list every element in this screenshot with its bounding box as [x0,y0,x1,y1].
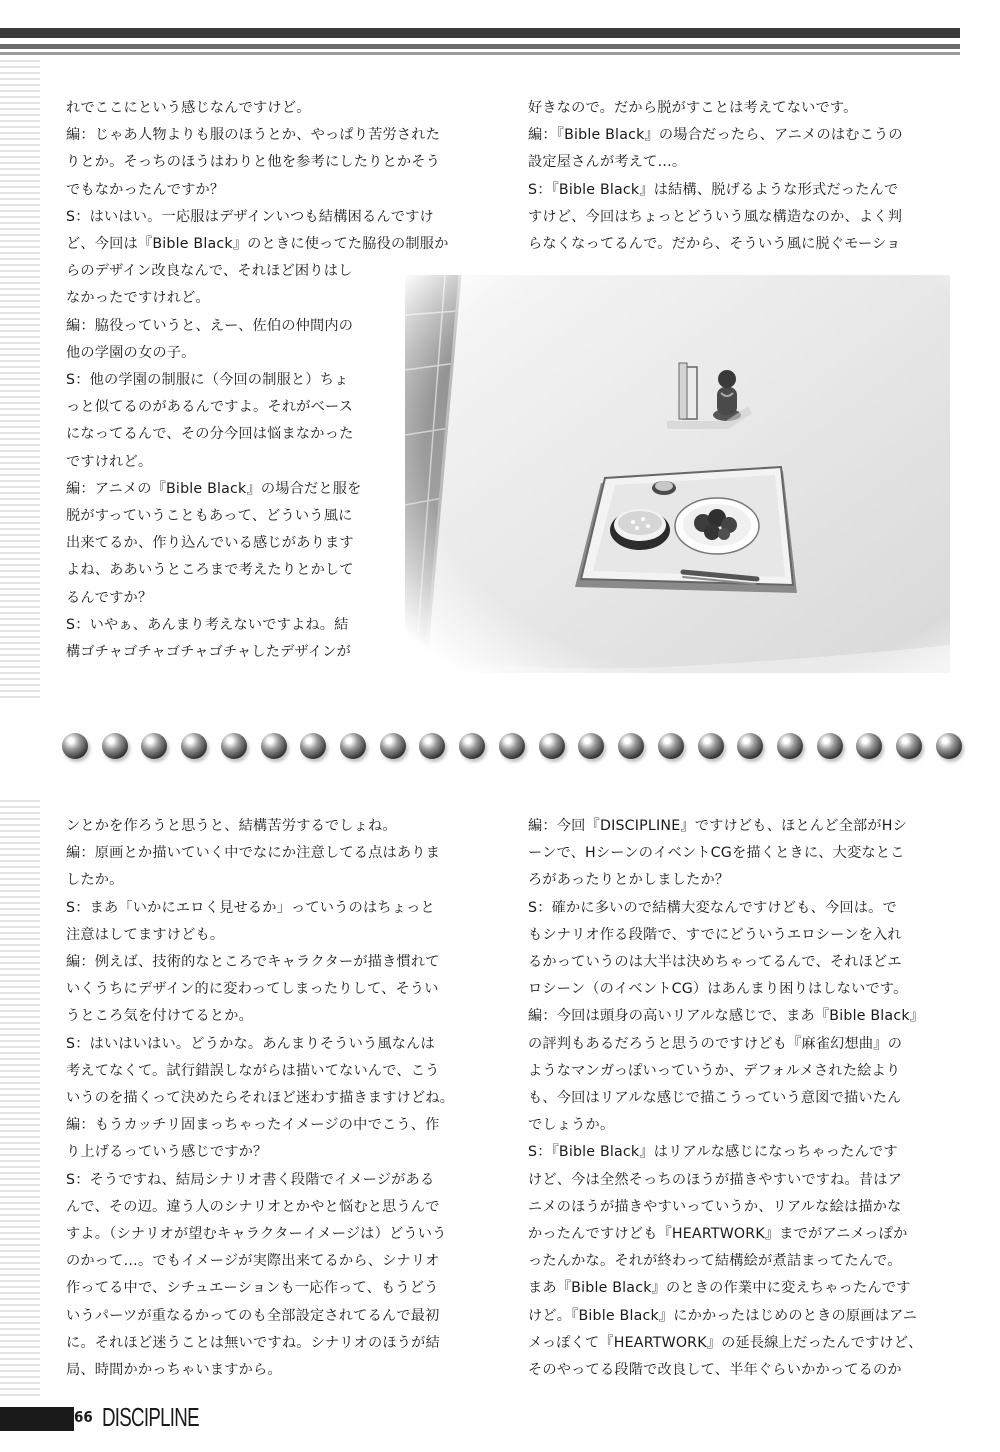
page-number: 66 [74,1408,93,1426]
bead-ornament [340,733,366,759]
text-line: んで、その辺。違う人のシナリオとかやと悩むと思うんで [66,1198,440,1215]
bead-ornament [698,733,724,759]
text-line: るんですか？ [66,589,153,606]
text-line: 編：脇役っていうと、えー、佐伯の仲間内の [66,317,354,334]
text-line: っと似てるのがあるんですよ。それがベース [66,399,354,416]
bead-ornament [856,733,882,759]
bead-ornament [141,733,167,759]
text-line: でしょうか。 [528,1117,615,1134]
text-line: S：そうですね、結局シナリオ書く段階でイメージがある [66,1171,435,1188]
text-line: 編：原画とか描いていく中でなにか注意してる点はありま [66,845,441,862]
bead-ornament [777,733,803,759]
text-line: かったんですけども『HEARTWORK』までがアニメっぽか [528,1226,908,1243]
text-column-bottom-left [66,813,486,1384]
text-line: の評判もあるだろうと思うのですけども『麻雀幻想曲』の [528,1035,903,1052]
text-line: に。それほど迷うことは無いですね。シナリオのほうが結 [66,1334,440,1351]
text-line: S：『Bible Black』は結構、脱げるような形式だったんで [528,181,899,198]
left-margin-stripes [0,800,40,1400]
text-line: けど、今は全然そっちのほうが描きやすいですね。昔はア [528,1171,903,1188]
text-line: いうのを描くって決めたらそれほど迷わす描きますけどね。 [66,1090,455,1107]
bead-ornament [539,733,565,759]
bead-ornament [459,733,485,759]
text-column-top-left [66,95,449,666]
text-line: 編：『Bible Black』の場合だったら、アニメのはむこうの [528,127,903,144]
text-line: ンとかを作ろうと思うと、結構苦労するでしょね。 [66,818,397,834]
text-line: ロシーン（のイベントCG）はあんまり困りはしないです。 [528,981,908,998]
text-line: 脱がすっていうこともあって、どういう風に [66,508,353,525]
text-line: 考えてなくて。試行錯誤しながらは描いてないんで、こう [66,1062,440,1079]
text-line: り上げるっていう感じですか？ [66,1144,268,1161]
text-line: れでここにという感じなんですけど。 [66,100,311,116]
text-line: でもなかったんですか？ [66,181,225,198]
text-line: になってるんで、その分今回は悩まなかった [66,426,354,443]
text-line: らなくなってるんで。だから、そういう風に脱ぐモーショ [528,236,901,253]
text-line: まあ『Bible Black』のときの作業中に変えちゃったんです [528,1280,911,1297]
footer-title: DISCIPLINE [102,1402,199,1432]
bead-ornament [936,733,962,759]
bead-ornament [419,733,445,759]
text-line: 他の学園の女の子。 [66,344,196,361]
bead-ornament [380,733,406,759]
bead-ornament [102,733,128,759]
text-line: 編：もうカッチリ固まっちゃったイメージの中でこう、作 [66,1117,440,1134]
text-line: S：他の学園の制服に（今回の制服と）ちょ [66,372,349,389]
text-line: S：まあ「いかにエロく見せるか」っていうのはちょっと [66,899,435,916]
text-line: S：はいはいはい。どうかな。あんまりそういう風なんは [66,1035,435,1052]
bead-ornament [499,733,525,759]
left-margin-stripes [0,60,40,700]
text-line: 局、時間かかっちゃいますから。 [66,1362,282,1379]
text-line: も、今回はリアルな感じで描こうっていう意図で描いたん [528,1090,902,1107]
text-column-top-right [528,95,948,258]
footer-bar [0,1407,74,1431]
text-line: 作ってる中で、シチュエーションも一応作って、もうどう [66,1280,439,1297]
text-line: ニメのほうが描きやすいっていうか、リアルな絵は描かな [528,1198,902,1215]
text-line: S：はいはい。一応服はデザインいつも結構困るんですけ [66,208,434,225]
text-line: うところ気を付けてるとか。 [66,1008,254,1025]
text-line: 編：じゃあ人物よりも服のほうとか、やっぱり苦労された [66,127,441,144]
text-line: なかったですけれど。 [66,290,210,307]
text-line: けど。『Bible Black』にかかったはじめのときの原画はアニ [528,1307,918,1324]
text-line: したか。 [66,872,124,889]
text-line: 編：アニメの『Bible Black』の場合だと服を [66,480,362,497]
bead-ornament [578,733,604,759]
bead-ornament [300,733,326,759]
text-line: 注意はしてますけども。 [66,926,225,943]
text-line: S：いやぁ、あんまり考えないですよね。結 [66,616,349,633]
bead-ornament [817,733,843,759]
bead-ornament [181,733,207,759]
bead-ornament [62,733,88,759]
text-line: よね、ああいうところまで考えたりとかして [66,562,354,579]
text-line: いうパーツが重なるかってのも全部設定されてるんで最初 [66,1307,440,1324]
text-line: ろがあったりとかしましたか？ [528,872,730,889]
text-column-bottom-right [528,813,948,1384]
text-line: のかって…。でもイメージが実際出来てるから、シナリオ [66,1253,440,1270]
text-line: ったんかな。それが終わって結構絵が煮詰まってたんで。 [528,1253,902,1270]
text-line: S：『Bible Black』はリアルな感じになっちゃったんです [528,1144,898,1161]
bead-ornament [658,733,684,759]
text-line: ようなマンガっぽいっていうか、デフォルメされた絵より [528,1062,901,1079]
text-line: 構ゴチャゴチャゴチャゴチャしたデザインが [66,644,352,661]
bead-ornament [221,733,247,759]
text-line: るかっていうのは大半は決めちゃってるんで、それほどエ [528,954,902,971]
text-line: 編：例えば、技術的なところでキャラクターが描き慣れて [66,954,440,971]
text-line: メっぽくて『HEARTWORK』の延長線上だったんですけど、 [528,1334,923,1351]
bead-ornament [618,733,644,759]
text-line: ですけれど。 [66,453,153,470]
bead-ornament [261,733,287,759]
text-line: いくうちにデザイン的に変わってしまったりして、そうい [66,981,439,998]
text-line: 設定屋さんが考えて…。 [528,154,687,171]
text-line: 編：今回『DISCIPLINE』ですけども、ほとんど全部がHシ [528,818,908,834]
bead-ornament [737,733,763,759]
text-line: 好きなので。だから脱がすことは考えてないです。 [528,100,858,116]
text-line: ど、今回は『Bible Black』のときに使ってた脇役の制服か [66,236,449,253]
text-line: らのデザイン改良なんで、それほど困りはし [66,263,353,280]
text-line: すよ。（シナリオが望むキャラクターイメージは）どういう [66,1226,447,1243]
text-line: 編：今回は頭身の高いリアルな感じで、まあ『Bible Black』 [528,1008,925,1025]
text-line: もシナリオ作る段階で、すでにどういうエロシーンを入れ [528,926,902,943]
text-line: りとか。そっちのほうはわりと他を参考にしたりとかそう [66,154,441,171]
decorative-bead-divider [62,726,962,766]
text-line: ーンで、HシーンのイベントCGを描くときに、大変なとこ [528,845,905,862]
text-line: すけど、今回はちょっとどういう風な構造なのか、よく判 [528,208,903,225]
bead-ornament [896,733,922,759]
text-line: そのやってる段階で改良して、半年ぐらいかかってるのか [528,1362,902,1379]
text-line: 出来てるか、作り込んでいる感じがあります [66,535,354,552]
header-stripes [0,0,1000,60]
text-line: S：確かに多いので結構大変なんですけども、今回は。で [528,899,897,916]
table-tray-illustration [405,275,950,673]
